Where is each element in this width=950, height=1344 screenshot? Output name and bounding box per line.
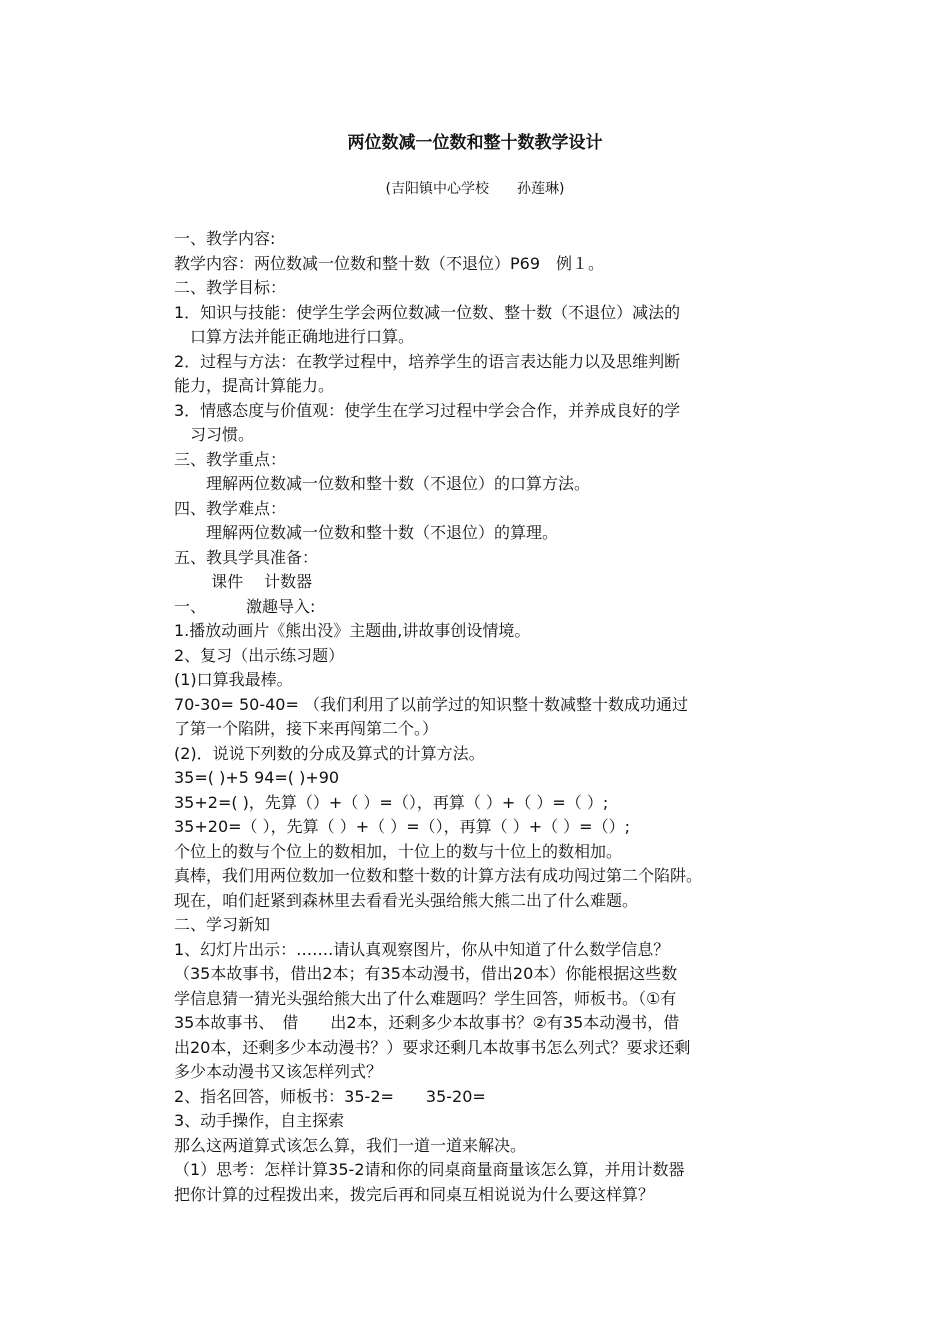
body-line: 了第一个陷阱，接下来再闯第二个。） [174, 719, 439, 738]
body-line: 70-30= 50-40= （我们利用了以前学过的知识整十数减整十数成功通过 [174, 694, 688, 714]
body-line: 出20本，还剩多少本动漫书？）要求还剩几本故事书怎么列式？要求还剩 [174, 1037, 691, 1057]
body-line: 35=( )+5 94=( )+90 [174, 768, 340, 787]
body-line: 3．情感态度与价值观：使学生在学习过程中学会合作，并养成良好的学 [174, 400, 681, 420]
body-line: 个位上的数与个位上的数相加，十位上的数与十位上的数相加。 [174, 841, 623, 861]
body-line: 五、教具学具准备： [174, 547, 319, 567]
body-line: 1、幻灯片出示：…….请认真观察图片，你从中知道了什么数学信息？ [174, 939, 670, 959]
body-line: 能力，提高计算能力。 [174, 376, 335, 395]
body-line: 教学内容：两位数减一位数和整十数（不退位）P69 例１。 [174, 253, 605, 273]
body-line: 2、复习（出示练习题） [174, 645, 345, 665]
body-line: 3、动手操作，自主探索 [174, 1111, 345, 1130]
body-line: 35本故事书、 借 出2本，还剩多少本故事书？②有35本动漫书，借 [174, 1013, 680, 1032]
body-line: 习习惯。 [174, 425, 255, 444]
body-line: 口算方法并能正确地进行口算。 [174, 327, 415, 346]
body-line: 一、教学内容: [174, 229, 276, 248]
body-line: 二、学习新知 [174, 915, 271, 934]
body-line: 35+20=（ ），先算（ ）+（ ）=（），再算（ ）+（ ）=（）; [174, 817, 630, 836]
body-line: 35+2=( )，先算（）+（ ）=（），再算（ ）+（ ）=（ ）; [174, 792, 609, 812]
document-subtitle: (吉阳镇中心学校 孙莲琳) [385, 181, 565, 197]
body-line: 1．知识与技能：使学生学会两位数减一位数、整十数（不退位）减法的 [174, 302, 681, 322]
body-line: 把你计算的过程拨出来，拨完后再和同桌互相说说为什么要这样算？ [174, 1184, 655, 1204]
body-line: (2)．说说下列数的分成及算式的计算方法。 [174, 743, 485, 763]
body-line: 现在，咱们赶紧到森林里去看看光头强给熊大熊二出了什么难题。 [174, 890, 639, 910]
body-line: 那么这两道算式该怎么算，我们一道一道来解决。 [174, 1135, 527, 1155]
body-line: 1.播放动画片《熊出没》主题曲,讲故事创设情境。 [174, 621, 531, 640]
body-line: 课件 计数器 [174, 572, 313, 591]
body-line: 三、教学重点： [174, 449, 287, 469]
body-line: (1)口算我最棒。 [174, 670, 293, 689]
document-title: 两位数减一位数和整十数教学设计 [347, 133, 603, 153]
body-line: 学信息猜一猜光头强给熊大出了什么难题吗？学生回答，师板书。（①有 [174, 988, 677, 1008]
body-line: 理解两位数减一位数和整十数（不退位）的口算方法。 [174, 474, 591, 493]
body-line: （1）思考：怎样计算35-2请和你的同桌商量商量该怎么算，并用计数器 [174, 1160, 685, 1179]
body-line: 四、教学难点： [174, 498, 287, 518]
body-line: 理解两位数减一位数和整十数（不退位）的算理。 [174, 523, 559, 542]
body-line: （35本故事书，借出2本；有35本动漫书，借出20本）你能根据这些数 [174, 964, 678, 983]
body-line: 2．过程与方法：在教学过程中，培养学生的语言表达能力以及思维判断 [174, 351, 681, 371]
document-body [174, 227, 814, 1207]
body-line: 二、教学目标： [174, 278, 287, 297]
body-line: 2、指名回答，师板书：35-2= 35-20= [174, 1086, 486, 1106]
body-line: 多少本动漫书又该怎样列式？ [174, 1062, 383, 1081]
body-line: 一、 激趣导入: [174, 596, 316, 616]
body-line: 真棒，我们用两位数加一位数和整十数的计算方法有成功闯过第二个陷阱。 [174, 866, 703, 885]
